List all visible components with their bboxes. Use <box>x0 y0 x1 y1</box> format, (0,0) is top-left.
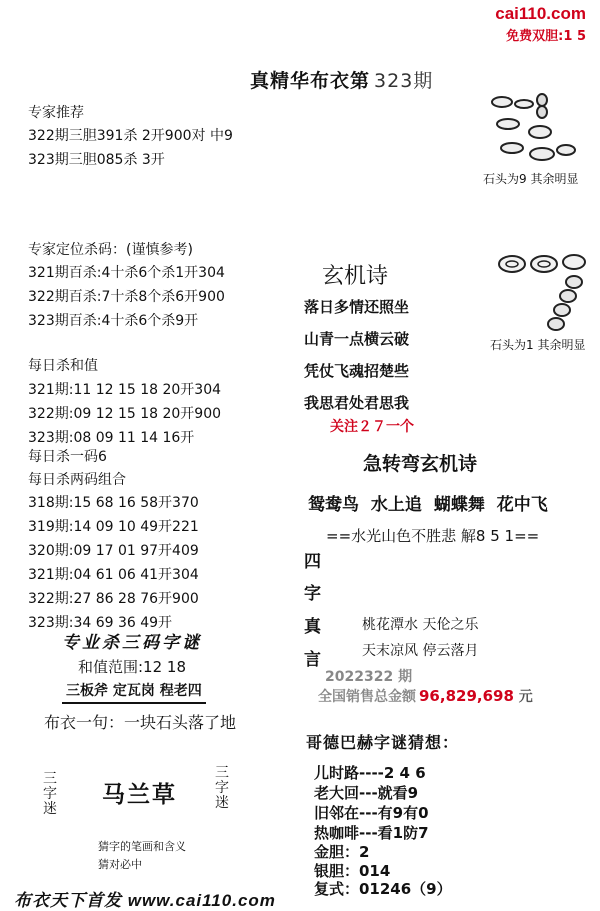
daily-two-line: 319期:14 09 10 49开221 <box>28 519 199 535</box>
goldbach-line: 老大回---就看9 <box>314 784 419 802</box>
goldbach-line: 旧邻在---有9有0 <box>314 804 429 822</box>
brand-site[interactable]: cai110.com <box>495 4 586 23</box>
daily-sum-line: 322期:09 12 15 18 20开900 <box>28 406 222 422</box>
poem-line: 山青一点横云破 <box>304 330 410 348</box>
four-words-line: 桃花潭水 天伦之乐 <box>362 617 479 633</box>
daily-sum-line: 323期:08 09 11 14 16开 <box>28 430 195 446</box>
title-text: 真精华布衣第 <box>250 70 371 92</box>
follow-note: 关注２７一个 <box>330 419 414 435</box>
stones-caption-1: 石头为9 其余明显 <box>483 172 579 186</box>
daily-two-line: 320期:09 17 01 97开409 <box>28 543 199 559</box>
riddle-side-right: 三字迷 <box>215 765 229 811</box>
daily-one-code: 每日杀一码6 <box>28 449 107 465</box>
four-words-char: 真 <box>304 617 321 637</box>
four-words-line: 天末凉风 停云落月 <box>362 643 479 659</box>
goldbach-line: 复式：01246（9） <box>314 880 452 898</box>
stones-picture-1 <box>482 88 582 168</box>
goldbach-line: 银胆：014 <box>314 862 391 880</box>
daily-two-line: 321期:04 61 06 41开304 <box>28 567 199 583</box>
footer-url[interactable]: 布衣天下首发 www.cai110.com <box>14 891 276 910</box>
expert-heading: 专家推荐 <box>28 105 84 121</box>
poem-line: 我思君处君思我 <box>304 394 410 412</box>
goldbach-line: 热咖啡---看1防7 <box>314 824 429 842</box>
poem2-line: 鸳鸯鸟 水上追 蝴蝶舞 花中飞 <box>308 495 548 515</box>
four-words-char: 四 <box>304 552 321 572</box>
daily-two-line: 323期:34 69 36 49开 <box>28 615 173 631</box>
poem-line: 落日多情还照坐 <box>304 298 410 316</box>
four-words-char: 字 <box>304 584 321 604</box>
page-title <box>250 66 433 93</box>
riddle-hint: 猜字的笔画和含义 <box>98 840 186 853</box>
poem-title: 玄机诗 <box>322 264 389 289</box>
sales-unit: 元 <box>518 689 533 705</box>
poem2-hint: ==水光山色不胜悲 解8 5 1== <box>326 527 540 545</box>
buyi-sentence: 布衣一句：一块石头落了地 <box>44 713 237 732</box>
sum-range: 和值范围:12 18 <box>78 658 186 676</box>
goldbach-line: 儿时路----2 4 6 <box>314 764 426 782</box>
sales-label: 全国销售总金额 <box>318 689 416 705</box>
riddle-answer: 马兰草 <box>102 782 177 808</box>
three-kill-words: 三板斧 定瓦岗 程老四 <box>62 680 206 704</box>
three-kill-title: 专业杀三码字谜 <box>62 633 202 653</box>
riddle-hint: 猜对必中 <box>98 858 142 871</box>
position-kill-line: 322期百杀:7十杀8个杀6开900 <box>28 289 225 305</box>
free-double: 免费双胆:1 5 <box>506 29 586 44</box>
position-kill-line: 321期百杀:4十杀6个杀1开304 <box>28 265 225 281</box>
position-kill-heading: 专家定位杀码：(谨慎参考) <box>28 242 193 258</box>
stones-picture-2 <box>494 250 594 334</box>
daily-sum-line: 321期:11 12 15 18 20开304 <box>28 382 222 398</box>
riddle-side-left: 三字迷 <box>43 771 57 817</box>
expert-line: 323期三胆085杀 3开 <box>28 152 165 168</box>
sales-total <box>318 686 533 706</box>
poem2-title: 急转弯玄机诗 <box>363 453 478 475</box>
daily-two-heading: 每日杀两码组合 <box>28 472 126 488</box>
daily-two-line: 322期:27 86 28 76开900 <box>28 591 199 607</box>
sales-amount: 96,829,698 <box>419 687 514 705</box>
expert-line: 322期三胆391杀 2开900对 中9 <box>28 128 233 144</box>
goldbach-title: 哥德巴赫字谜猜想： <box>306 733 460 752</box>
daily-sum-heading: 每日杀和值 <box>28 358 98 374</box>
daily-two-line: 318期:15 68 16 58开370 <box>28 495 199 511</box>
sales-period: 2022322 期 <box>325 669 413 685</box>
position-kill-line: 323期百杀:4十杀6个杀9开 <box>28 313 199 329</box>
title-issue: 323期 <box>374 70 434 92</box>
poem-line: 凭仗飞魂招楚些 <box>304 362 410 380</box>
four-words-char: 言 <box>304 650 321 670</box>
goldbach-line: 金胆：2 <box>314 843 370 861</box>
stones-caption-2: 石头为1 其余明显 <box>490 338 586 352</box>
